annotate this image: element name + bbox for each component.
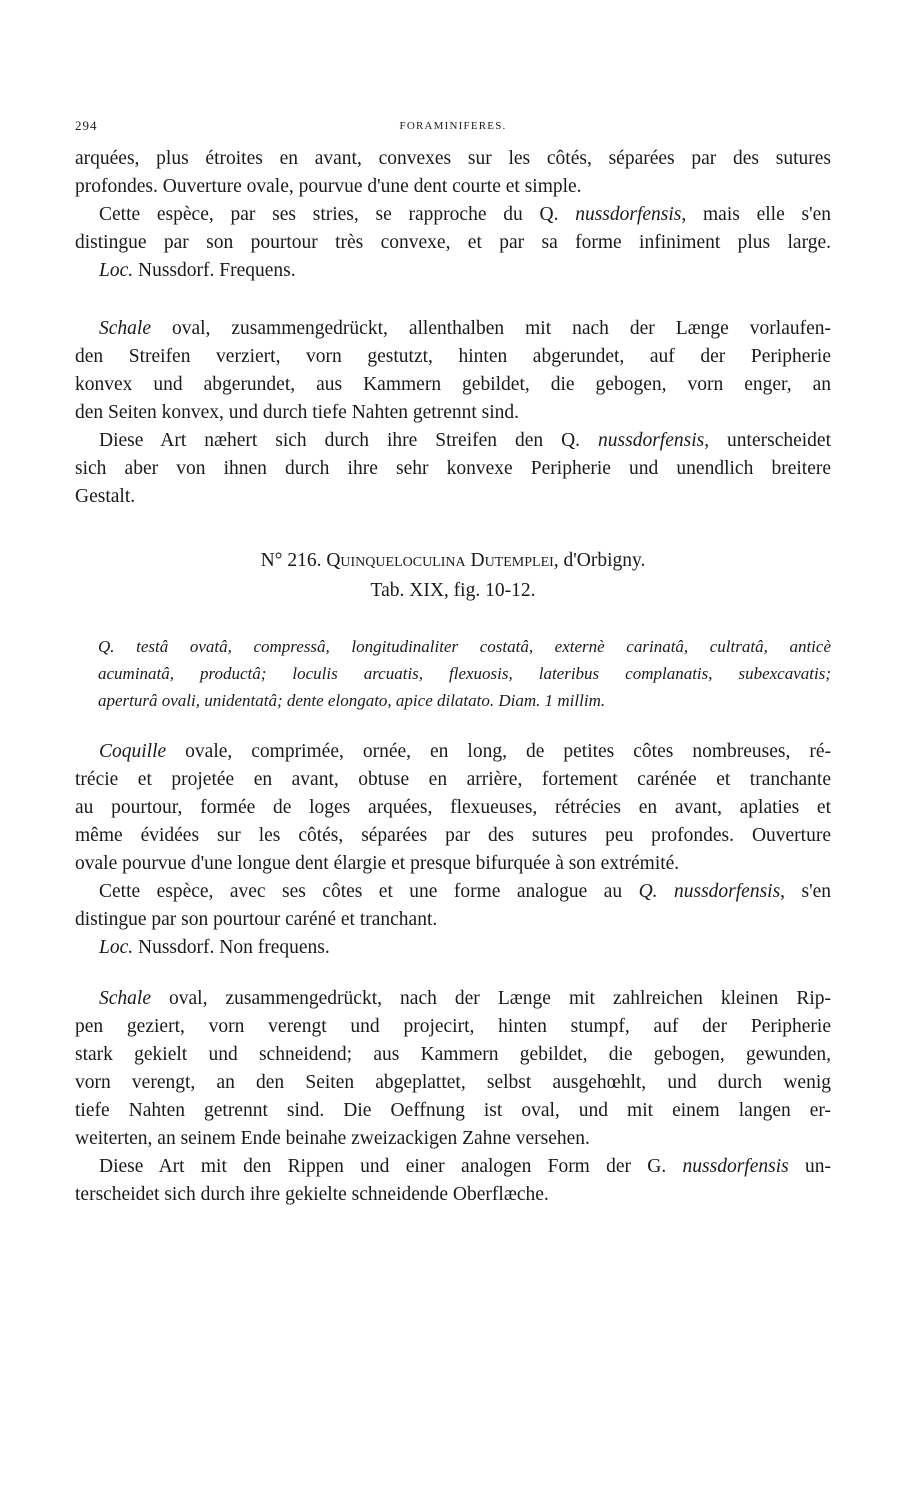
plate-reference: Tab. XIX, fig. 10-12.: [370, 580, 536, 601]
text-line: Schale oval, zusammengedrückt, nach der Længe mit zahlreichen kleinen Rip-: [99, 988, 831, 1009]
text-line: Gestalt.: [75, 486, 136, 507]
text-line: distingue par son pourtour très convexe, et par sa forme infiniment plus large.: [75, 232, 831, 253]
text-line: den Streifen verziert, vorn gestutzt, hinten abgerundet, auf der Peripherie: [75, 346, 831, 367]
running-title: FORAMINIFERES.: [399, 120, 507, 132]
text-line: terscheidet sich durch ihre gekielte schneidende Oberflæche.: [75, 1184, 549, 1205]
text-line: profondes. Ouverture ovale, pourvue d'une dent courte et simple.: [75, 176, 582, 197]
text-line: Schale oval, zusammengedrückt, allenthalben mit nach der Længe vorlaufen-: [99, 318, 831, 339]
text-line: Diese Art mit den Rippen und einer analogen Form der G. nussdorfensis un-: [99, 1156, 831, 1177]
text-line: arquées, plus étroites en avant, convexes sur les côtés, séparées par des sutures: [75, 148, 831, 169]
german-description: [75, 315, 831, 511]
text-line: Cette espèce, avec ses côtes et une forme analogue au Q. nussdorfensis, s'en: [99, 881, 831, 902]
german-description-2: [75, 985, 831, 1209]
text-line: sich aber von ihnen durch ihre sehr konvexe Peripherie und unendlich breitere: [75, 458, 831, 479]
text-line: acuminatâ, productâ; loculis arcuatis, flexuosis, lateribus complanatis, subexcavatis;: [98, 664, 831, 683]
latin-diagnosis: [98, 633, 831, 714]
text-line: ovale pourvue d'une longue dent élargie et presque bifurquée à son extrémité.: [75, 853, 680, 874]
text-line: konvex und abgerundet, aus Kammern gebildet, die gebogen, vorn enger, an: [75, 374, 831, 395]
text-line: Diese Art næhert sich durch ihre Streifen den Q. nussdorfensis, unterscheidet: [99, 430, 831, 451]
text-line: trécie et projetée en avant, obtuse en arrière, fortement carénée et tranchante: [75, 769, 831, 790]
species-heading: N° 216. Quinqueloculina Dutemplei, d'Orbigny.: [260, 550, 646, 571]
text-line: même évidées sur les côtés, séparées par des sutures peu profondes. Ouverture: [75, 825, 831, 846]
locality-line: Loc. Nussdorf. Frequens.: [99, 260, 296, 281]
page-header: [75, 118, 831, 136]
text-line: pen geziert, vorn verengt und projecirt, hinten stumpf, auf der Peripherie: [75, 1016, 831, 1037]
text-line: Coquille ovale, comprimée, ornée, en long, de petites côtes nombreuses, ré-: [99, 741, 831, 762]
species-title: [75, 546, 831, 606]
text-line: stark gekielt und schneidend; aus Kammern gebildet, die gebogen, gewunden,: [75, 1044, 831, 1065]
french-description: [75, 738, 831, 962]
text-line: tiefe Nahten getrennt sind. Die Oeffnung ist oval, und mit einem langen er-: [75, 1100, 831, 1121]
page-number: 294: [75, 118, 98, 133]
text-line: vorn verengt, an den Seiten abgeplattet, selbst ausgehœhlt, und durch wenig: [75, 1072, 831, 1093]
locality-line: Loc. Nussdorf. Non frequens.: [99, 937, 330, 958]
text-line: Q. testâ ovatâ, compressâ, longitudinaliter costatâ, externè carinatâ, cultratâ, anticè: [98, 637, 831, 656]
text-line: Cette espèce, par ses stries, se rapproche du Q. nussdorfensis, mais elle s'en: [99, 204, 832, 225]
french-remarks: [75, 201, 831, 285]
text-line: aperturâ ovali, unidentatâ; dente elongato, apice dilatato. Diam. 1 millim.: [98, 691, 606, 710]
text-line: au pourtour, formée de loges arquées, flexueuses, rétrécies en avant, aplaties et: [75, 797, 831, 818]
text-line: distingue par son pourtour caréné et tranchant.: [75, 909, 438, 930]
french-description-continued: [75, 145, 831, 201]
text-line: weiterten, an seinem Ende beinahe zweizackigen Zahne versehen.: [75, 1128, 590, 1149]
text-line: den Seiten konvex, und durch tiefe Nahten getrennt sind.: [75, 402, 520, 423]
